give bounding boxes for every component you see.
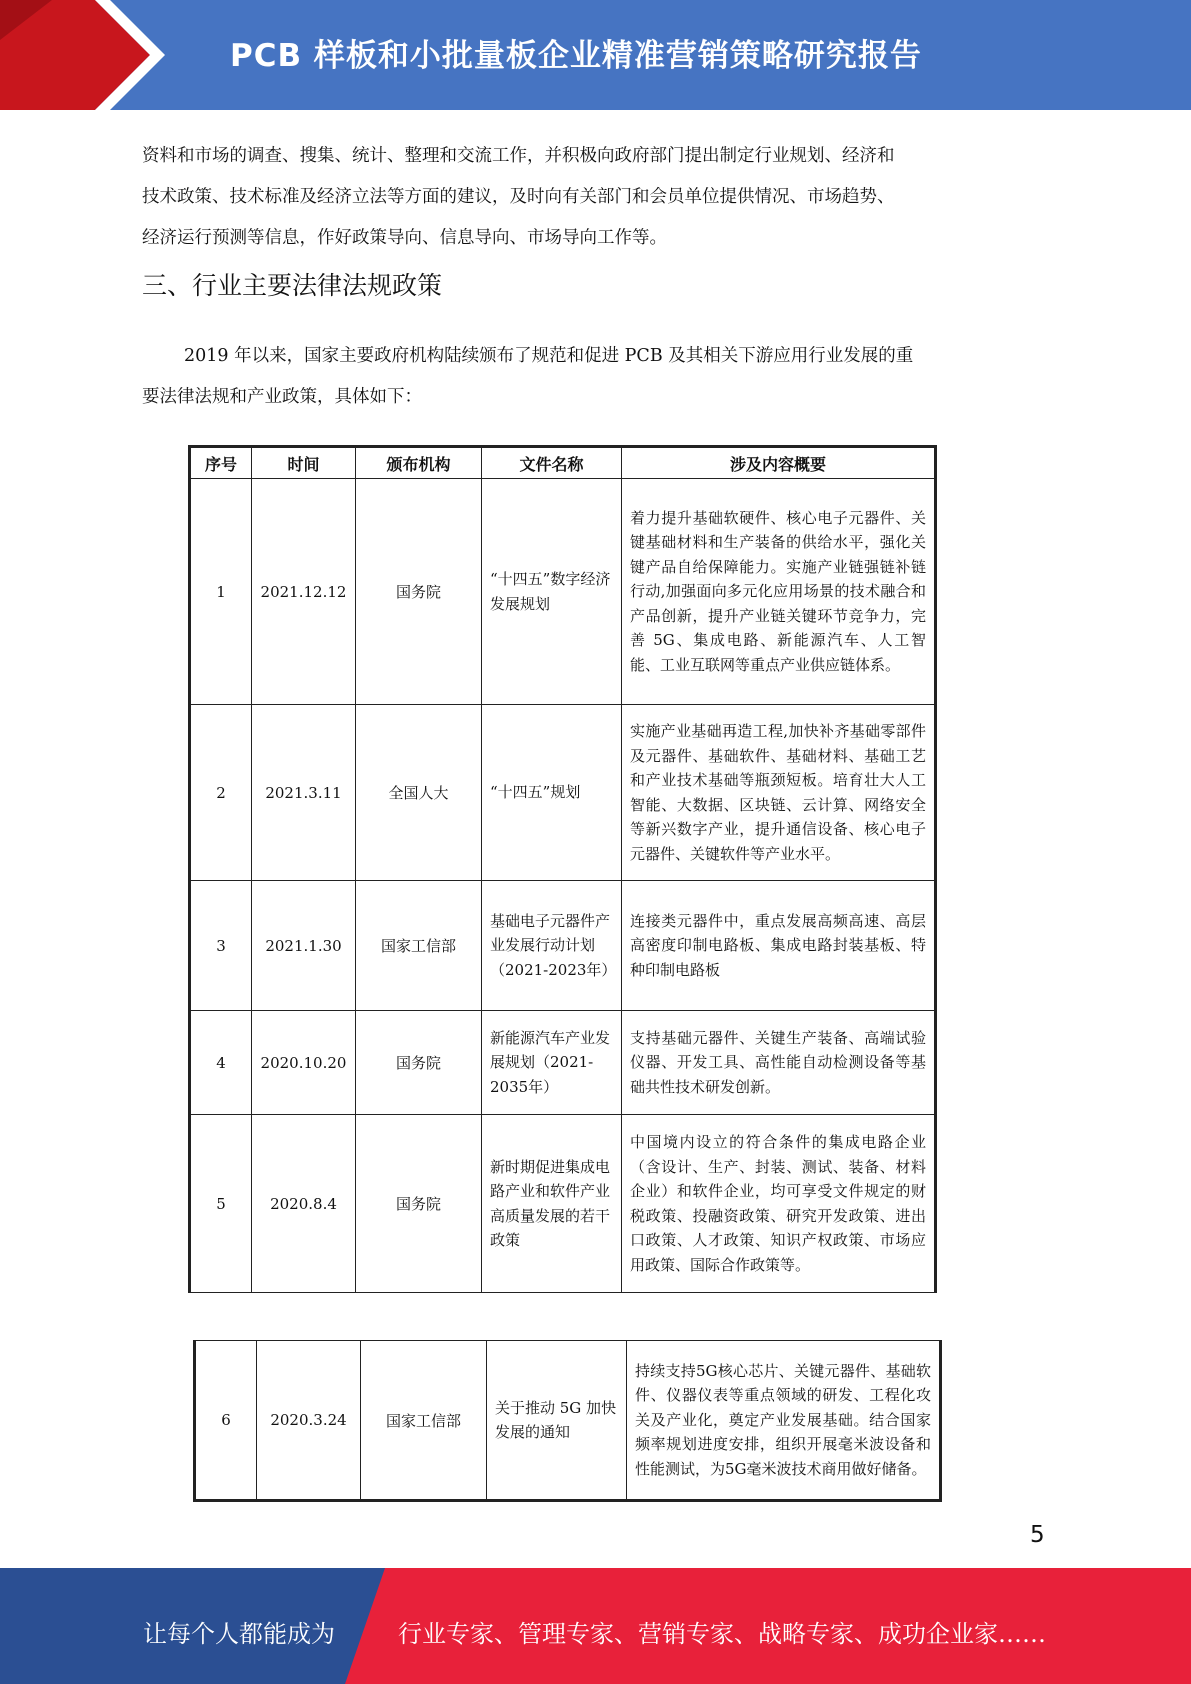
cell-doc-name: 新时期促进集成电路产业和软件产业高质量发展的若干政策 [482, 1115, 622, 1293]
cell-date: 2020.10.20 [252, 1011, 356, 1115]
section-line: 要法律法规和产业政策，具体如下： [142, 387, 422, 407]
table-row [195, 1341, 941, 1501]
table-row [190, 479, 936, 705]
cell-org: 国务院 [356, 1115, 482, 1293]
section-line: 2019 年以来，国家主要政府机构陆续颁布了规范和促进 PCB 及其相关下游应用行业发展的重 [184, 346, 914, 366]
cell-org: 国务院 [356, 1011, 482, 1115]
table-row [190, 881, 936, 1011]
header-no: 序号 [190, 447, 252, 479]
cell-summary: 连接类元器件中，重点发展高频高速、高层高密度印制电路板、集成电路封装基板、特种印制电路板 [622, 881, 936, 1011]
cell-doc-name: 关于推动 5G 加快发展的通知 [487, 1341, 627, 1501]
table-row [190, 1115, 936, 1293]
cell-no: 1 [190, 479, 252, 705]
intro-line: 技术政策、技术标准及经济立法等方面的建议，及时向有关部门和会员单位提供情况、市场趋势、 [142, 187, 895, 207]
footer-slogan-right: 行业专家、管理专家、营销专家、战略专家、成功企业家…… [398, 1620, 1046, 1648]
cell-summary: 持续支持5G核心芯片、关键元器件、基础软件、仪器仪表等重点领域的研发、工程化攻关及产业化，奠定产业发展基础。结合国家频率规划进度安排，组织开展毫米波设备和性能测试，为5G毫米波技术商用做好储备。 [627, 1341, 941, 1501]
cell-date: 2021.3.11 [252, 705, 356, 881]
page-footer [0, 1568, 1191, 1684]
intro-line: 资料和市场的调查、搜集、统计、整理和交流工作，并积极向政府部门提出制定行业规划、经济和 [142, 146, 895, 166]
page-header [0, 0, 1191, 110]
cell-summary: 支持基础元器件、关键生产装备、高端试验仪器、开发工具、高性能自动检测设备等基础共性技术研发创新。 [622, 1011, 936, 1115]
footer-slogan-left: 让每个人都能成为 [143, 1620, 335, 1648]
cell-doc-name: “十四五”数字经济发展规划 [482, 479, 622, 705]
cell-doc-name: 新能源汽车产业发展规划（2021-2035年） [482, 1011, 622, 1115]
page-number: 5 [1030, 1522, 1045, 1548]
header-date: 时间 [252, 447, 356, 479]
cell-no: 6 [195, 1341, 257, 1501]
table-header-row [190, 447, 936, 479]
cell-no: 4 [190, 1011, 252, 1115]
cell-date: 2020.3.24 [257, 1341, 361, 1501]
section-heading: 三、行业主要法律法规政策 [142, 271, 443, 300]
cell-no: 3 [190, 881, 252, 1011]
intro-line: 经济运行预测等信息，作好政策导向、信息导向、市场导向工作等。 [142, 228, 667, 248]
header-summary: 涉及内容概要 [622, 447, 936, 479]
cell-org: 国家工信部 [361, 1341, 487, 1501]
cell-date: 2021.12.12 [252, 479, 356, 705]
cell-org: 国务院 [356, 479, 482, 705]
cell-summary: 实施产业基础再造工程,加快补齐基础零部件及元器件、基础软件、基础材料、基础工艺和产业技术基础等瓶颈短板。培育壮大人工智能、大数据、区块链、云计算、网络安全等新兴数字产业，提升通信设备、核心电子元器件、关键软件等产业水平。 [622, 705, 936, 881]
cell-date: 2020.8.4 [252, 1115, 356, 1293]
header-org: 颁布机构 [356, 447, 482, 479]
policy-table [188, 445, 937, 1293]
cell-summary: 中国境内设立的符合条件的集成电路企业（含设计、生产、封装、测试、装备、材料企业）和软件企业，均可享受文件规定的财税政策、投融资政策、研究开发政策、进出口政策、人才政策、知识产权政策、市场应用政策、国际合作政策等。 [622, 1115, 936, 1293]
report-title: PCB 样板和小批量板企业精准营销策略研究报告 [230, 38, 922, 74]
cell-doc-name: 基础电子元器件产业发展行动计划（2021-2023年） [482, 881, 622, 1011]
section-paragraph [142, 336, 1052, 418]
cell-org: 全国人大 [356, 705, 482, 881]
cell-date: 2021.1.30 [252, 881, 356, 1011]
cell-org: 国家工信部 [356, 881, 482, 1011]
policy-table-continued [193, 1340, 942, 1502]
table-row [190, 705, 936, 881]
cell-no: 2 [190, 705, 252, 881]
header-doc-name: 文件名称 [482, 447, 622, 479]
cell-summary: 着力提升基础软硬件、核心电子元器件、关键基础材料和生产装备的供给水平，强化关键产品自给保障能力。实施产业链强链补链行动,加强面向多元化应用场景的技术融合和产品创新，提升产业链关键环节竞争力，完善 5G、集成电路、新能源汽车、人工智能、工业互联网等重点产业供应链体系。 [622, 479, 936, 705]
intro-paragraph [142, 136, 1052, 259]
cell-doc-name: “十四五”规划 [482, 705, 622, 881]
cell-no: 5 [190, 1115, 252, 1293]
table-row [190, 1011, 936, 1115]
